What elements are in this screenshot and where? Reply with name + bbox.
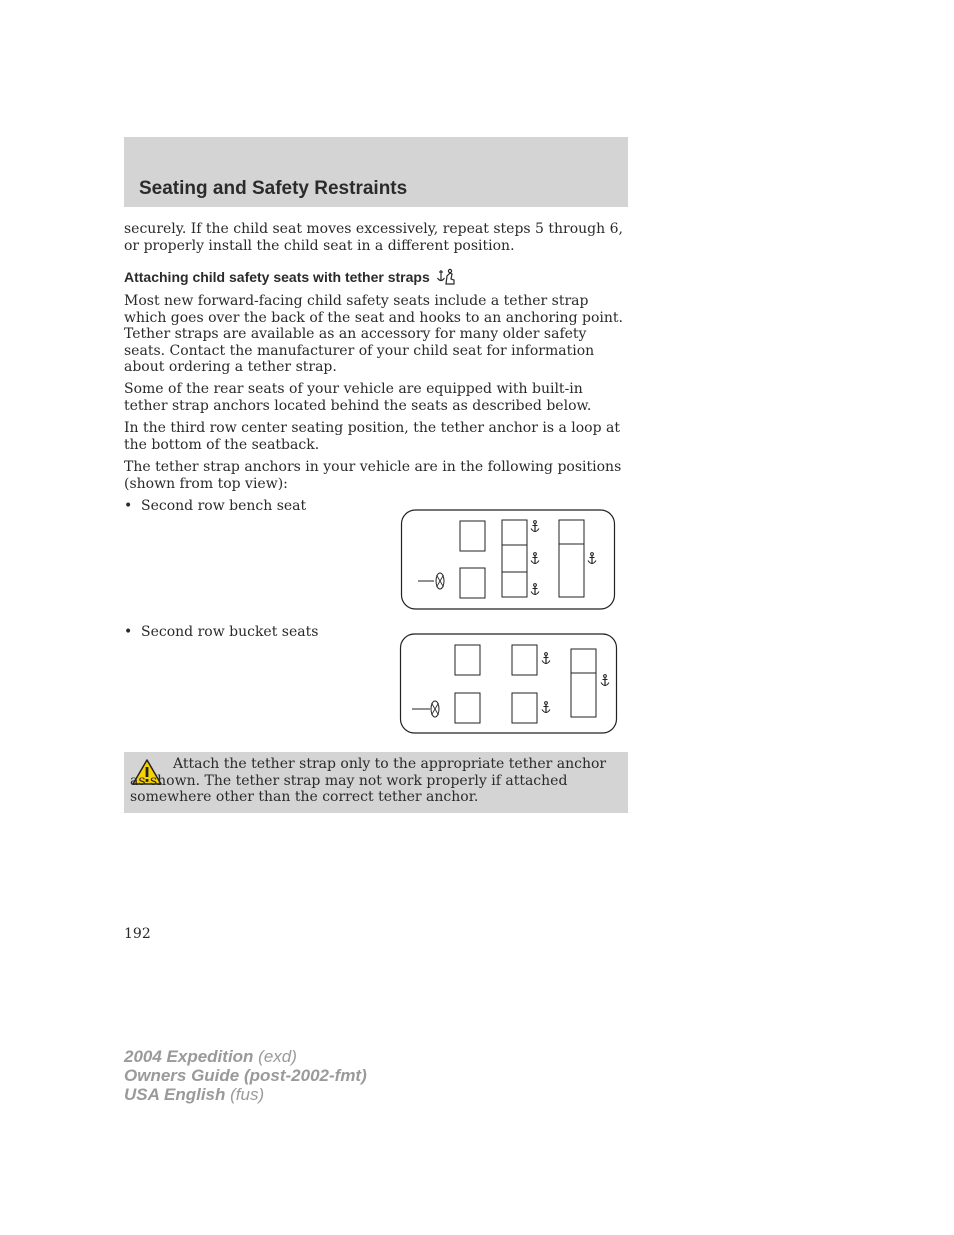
section-title: Seating and Safety Restraints — [139, 178, 408, 199]
subheading — [124, 268, 456, 286]
paragraph-tether-intro: Most new forward-facing child safety seats include a tether strap which goes over the back of the seat and hooks to an anchoring point. Tether straps are available as an accessory for many older safety seats. Contact the manufacturer of your child seat for information about ordering a tether strap. — [124, 293, 623, 375]
bullet-bench-seat — [124, 498, 306, 515]
warning-box — [124, 752, 628, 813]
child-seat-tether-icon — [436, 268, 456, 286]
section-header-band — [124, 137, 628, 207]
intro-paragraph: securely. If the child seat moves excessively, repeat steps 5 through 6, or properly install the child seat in a different position. — [124, 221, 623, 254]
footer-guide: Owners Guide (post-2002-fmt) — [124, 1066, 367, 1085]
bullet-dot: • — [124, 624, 133, 640]
footer-language-code: (fus) — [230, 1085, 265, 1104]
footer-model-code: (exd) — [258, 1047, 297, 1066]
footer-line-3 — [124, 1085, 367, 1104]
footer-model: 2004 Expedition — [124, 1047, 254, 1066]
bullet-label: Second row bucket seats — [141, 624, 319, 640]
subheading-text: Attaching child safety seats with tether straps — [124, 269, 430, 285]
footer-language: USA English — [124, 1085, 226, 1104]
bullet-bucket-seats — [124, 624, 318, 641]
warning-text: Attach the tether strap only to the appropriate tether anchor as shown. The tether strap may not work properly if attached somewhere other than the correct tether anchor. — [130, 756, 607, 805]
paragraph-third-row: In the third row center seating position, the tether anchor is a loop at the bottom of the seatback. — [124, 420, 620, 453]
bullet-label: Second row bench seat — [141, 498, 307, 514]
footer — [124, 1047, 367, 1104]
footer-line-2 — [124, 1066, 367, 1085]
bullet-dot: • — [124, 498, 133, 514]
bench-seat-anchor-diagram — [400, 509, 616, 611]
bucket-seat-anchor-diagram — [399, 633, 618, 735]
paragraph-built-in-anchors: Some of the rear seats of your vehicle are equipped with built-in tether strap anchors located behind the seats as described below. — [124, 381, 592, 414]
page-number: 192 — [124, 926, 151, 942]
paragraph-positions: The tether strap anchors in your vehicle are in the following positions (shown from top view): — [124, 459, 622, 492]
footer-line-1 — [124, 1047, 367, 1066]
